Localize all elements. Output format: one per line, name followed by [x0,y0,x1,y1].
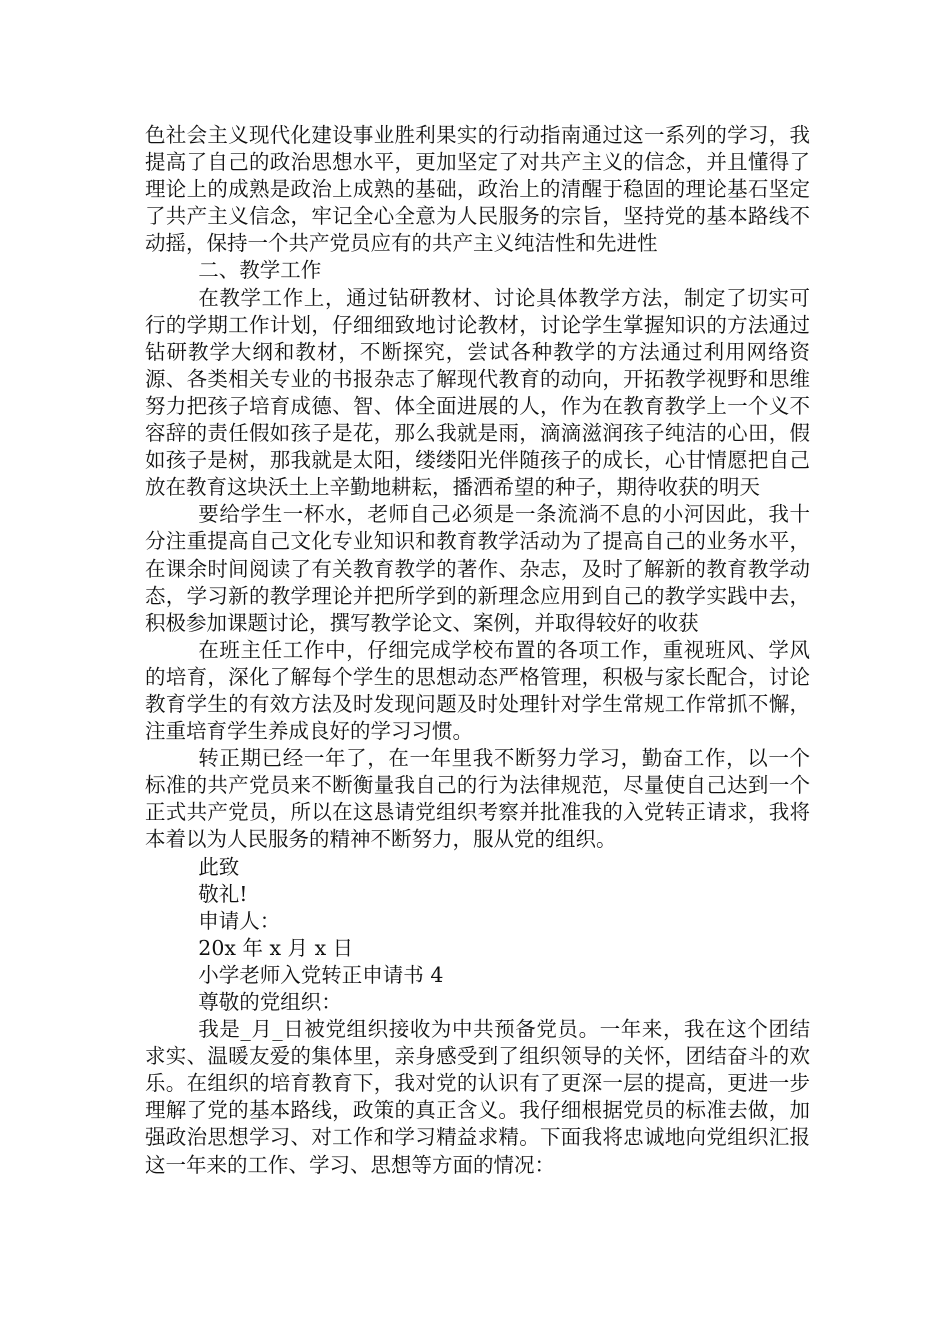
date-line: 20x 年 x 月 x 日 [198,935,354,960]
document-title: 小学老师入党转正申请书 4 [198,962,444,987]
paragraph-political-study: 色社会主义现代化建设事业胜利果实的行动指南通过这一系列的学习，我提高了自己的政治思想水平，更加坚定了对共产主义的信念，并且懂得了理论上的成熟是政治上成熟的基础，政治上的清醒于稳固的理论基石坚定了共产主义信念，牢记全心全意为人民服务的宗旨，坚持党的基本路线不动摇，保持一个共产党员应有的共产主义纯洁性和先进性 [145,123,810,256]
document-page [145,122,810,1179]
closing-salutation: 此致 [198,854,240,879]
section-heading-teaching-work: 二、教学工作 [198,258,322,283]
paragraph-teaching-work: 在教学工作上，通过钻研教材、讨论具体教学方法，制定了切实可行的学期工作计划，仔细细致地讨论教材，讨论学生掌握知识的方法通过钻研教学大纲和教材，不断探究，尝试各种教学的方法通过利用网络资源、各类相关专业的书报杂志了解现代教育的动向，开拓教学视野和思维努力把孩子培育成德、智、体全面进展的人，作为在教育教学上一个义不容辞的责任假如孩子是花，那么我就是雨，滴滴滋润孩子纯洁的心田，假如孩子是树，那我就是太阳，缕缕阳光伴随孩子的成长，心甘情愿把自己放在教育这块沃土上辛勤地耕耘，播洒希望的种子，期待收获的明天 [145,285,810,500]
paragraph-introduction: 我是_月_日被党组织接收为中共预备党员。一年来，我在这个团结求实、温暖友爱的集体里，亲身感受到了组织领导的关怀，团结奋斗的欢乐。在组织的培育教育下，我对党的认识有了更深一层的提高，更进一步理解了党的基本路线，政策的真正含义。我仔细根据党员的标准去做，加强政治思想学习、对工作和学习精益求精。下面我将忠诚地向党组织汇报这一年来的工作、学习、思想等方面的情况： [145,1017,810,1177]
paragraph-class-teacher-work: 在班主任工作中，仔细完成学校布置的各项工作，重视班风、学风的培育，深化了解每个学生的思想动态严格管理，积极与家长配合，讨论教育学生的有效方法及时发现问题及时处理针对学生常规工作常抓不懈，注重培育学生养成良好的学习习惯。 [145,637,810,744]
paragraph-probation-request: 转正期已经一年了，在一年里我不断努力学习，勤奋工作，以一个标准的共产党员来不断衡量我自己的行为法律规范，尽量使自己达到一个正式共产党员，所以在这恳请党组织考察并批准我的入党转正请求，我将本着以为人民服务的精神不断努力，服从党的组织。 [145,746,810,852]
greeting: 尊敬的党组织： [198,990,342,1014]
applicant-label: 申请人： [198,908,281,933]
paragraph-self-improvement: 要给学生一杯水，老师自己必须是一条流淌不息的小河因此，我十分注重提高自己文化专业知识和教育教学活动为了提高自己的业务水平，在课余时间阅读了有关教育教学的著作、杂志，及时了解新的教育教学动态，学习新的教学理论并把所学到的新理念应用到自己的教学实践中去，积极参加课题讨论，撰写教学论文、案例，并取得较好的收获 [145,502,810,635]
closing-regards: 敬礼! [198,881,248,906]
